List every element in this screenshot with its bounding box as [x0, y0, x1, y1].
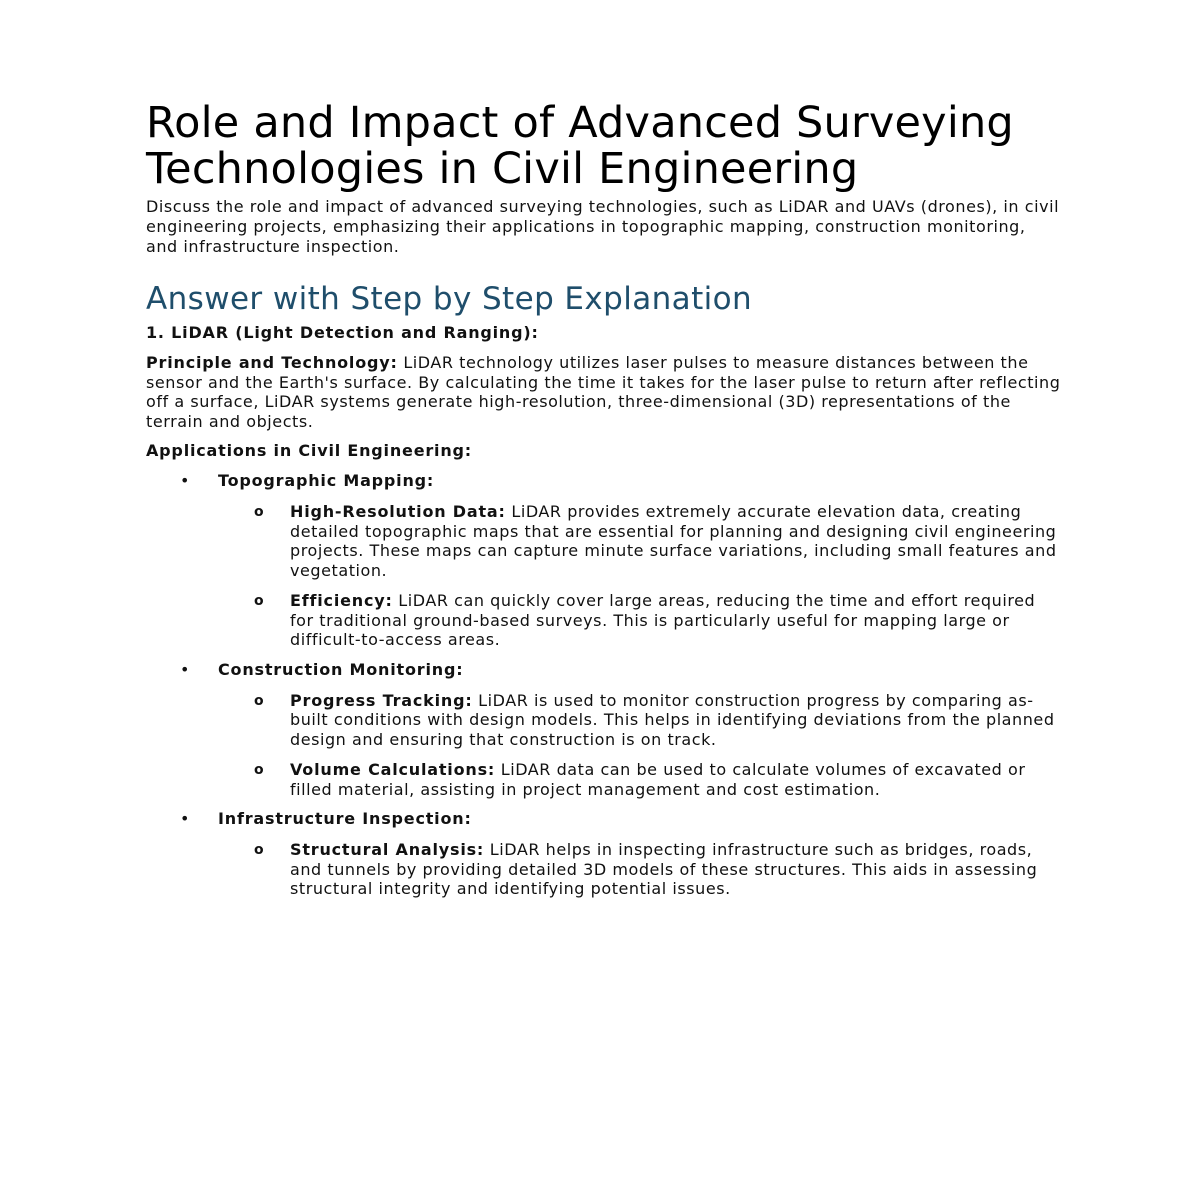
document-content: [146, 100, 1061, 899]
sub-item-label: Volume Calculations:: [290, 760, 496, 779]
sub-item: [218, 502, 1061, 580]
bullet-marker: •: [180, 659, 190, 679]
question-intro: Discuss the role and impact of advanced surveying technologies, such as LiDAR and UAVs (drones), in civil engineering projects, emphasizing their applications in topographic mapping, construction monitoring, and infrastructure inspection.: [146, 197, 1060, 256]
application-item: [146, 660, 1061, 800]
sub-list: [218, 840, 1061, 899]
sub-item-label: High-Resolution Data:: [290, 502, 506, 521]
sub-marker: o: [254, 762, 265, 778]
applications-heading: Applications in Civil Engineering:: [146, 441, 472, 460]
principle-paragraph: [146, 353, 1061, 431]
sub-marker: o: [254, 842, 265, 858]
sub-item: [218, 691, 1061, 750]
sub-item-text: LiDAR is used to monitor construction progress by comparing as-built conditions with design models. This helps in identifying deviations from the planned design and ensuring that construction is on track.: [290, 690, 1055, 749]
application-label: Topographic Mapping:: [218, 471, 435, 490]
sub-item: [218, 840, 1061, 899]
applications-list: [146, 471, 1061, 899]
sub-item-text: LiDAR data can be used to calculate volumes of excavated or filled material, assisting in project management and cost estimation.: [290, 760, 1026, 799]
application-item: [146, 809, 1061, 899]
sub-list: [218, 502, 1061, 650]
application-label: Infrastructure Inspection:: [218, 809, 472, 828]
application-label: Construction Monitoring:: [218, 659, 464, 679]
principle-text: LiDAR technology utilizes laser pulses to measure distances between the sensor and the Earth's surface. By calculating the time it takes for the laser pulse to return after reflecting off a surface, LiDAR systems generate high-resolution, three-dimensional (3D) representations of the terrain and objects.: [146, 353, 1061, 431]
sub-item-label: Efficiency:: [290, 591, 393, 610]
sub-marker: o: [254, 692, 265, 709]
sub-list: [218, 691, 1061, 800]
sub-item-text: LiDAR helps in inspecting infrastructure such as bridges, roads, and tunnels by providing detailed 3D models of these structures. This aids in assessing structural integrity and identifying potential issues.: [290, 840, 1038, 898]
sub-item-text: LiDAR provides extremely accurate elevation data, creating detailed topographic maps that are essential for planning and designing civil engineering projects. These maps can capture minute surface variations, including small features and vegetation.: [290, 502, 1057, 580]
sub-item-label: Progress Tracking:: [290, 690, 473, 710]
sub-item-label: Structural Analysis:: [290, 840, 485, 859]
principle-label: Principle and Technology:: [146, 353, 398, 372]
lidar-heading: 1. LiDAR (Light Detection and Ranging):: [146, 323, 539, 342]
answer-heading: Answer with Step by Step Explanation: [146, 281, 753, 317]
sub-item: [218, 591, 1061, 650]
document-title: Role and Impact of Advanced Surveying Technologies in Civil Engineering: [146, 98, 1014, 194]
bullet-marker: •: [180, 471, 190, 490]
sub-item-text: LiDAR can quickly cover large areas, reducing the time and effort required for traditional ground-based surveys. This is particularly useful for mapping large or difficult-to-access areas.: [290, 591, 1036, 649]
bullet-marker: •: [180, 809, 190, 828]
sub-marker: o: [254, 504, 265, 520]
application-item: [146, 471, 1061, 650]
sub-marker: o: [254, 593, 265, 609]
sub-item: [218, 760, 1061, 799]
